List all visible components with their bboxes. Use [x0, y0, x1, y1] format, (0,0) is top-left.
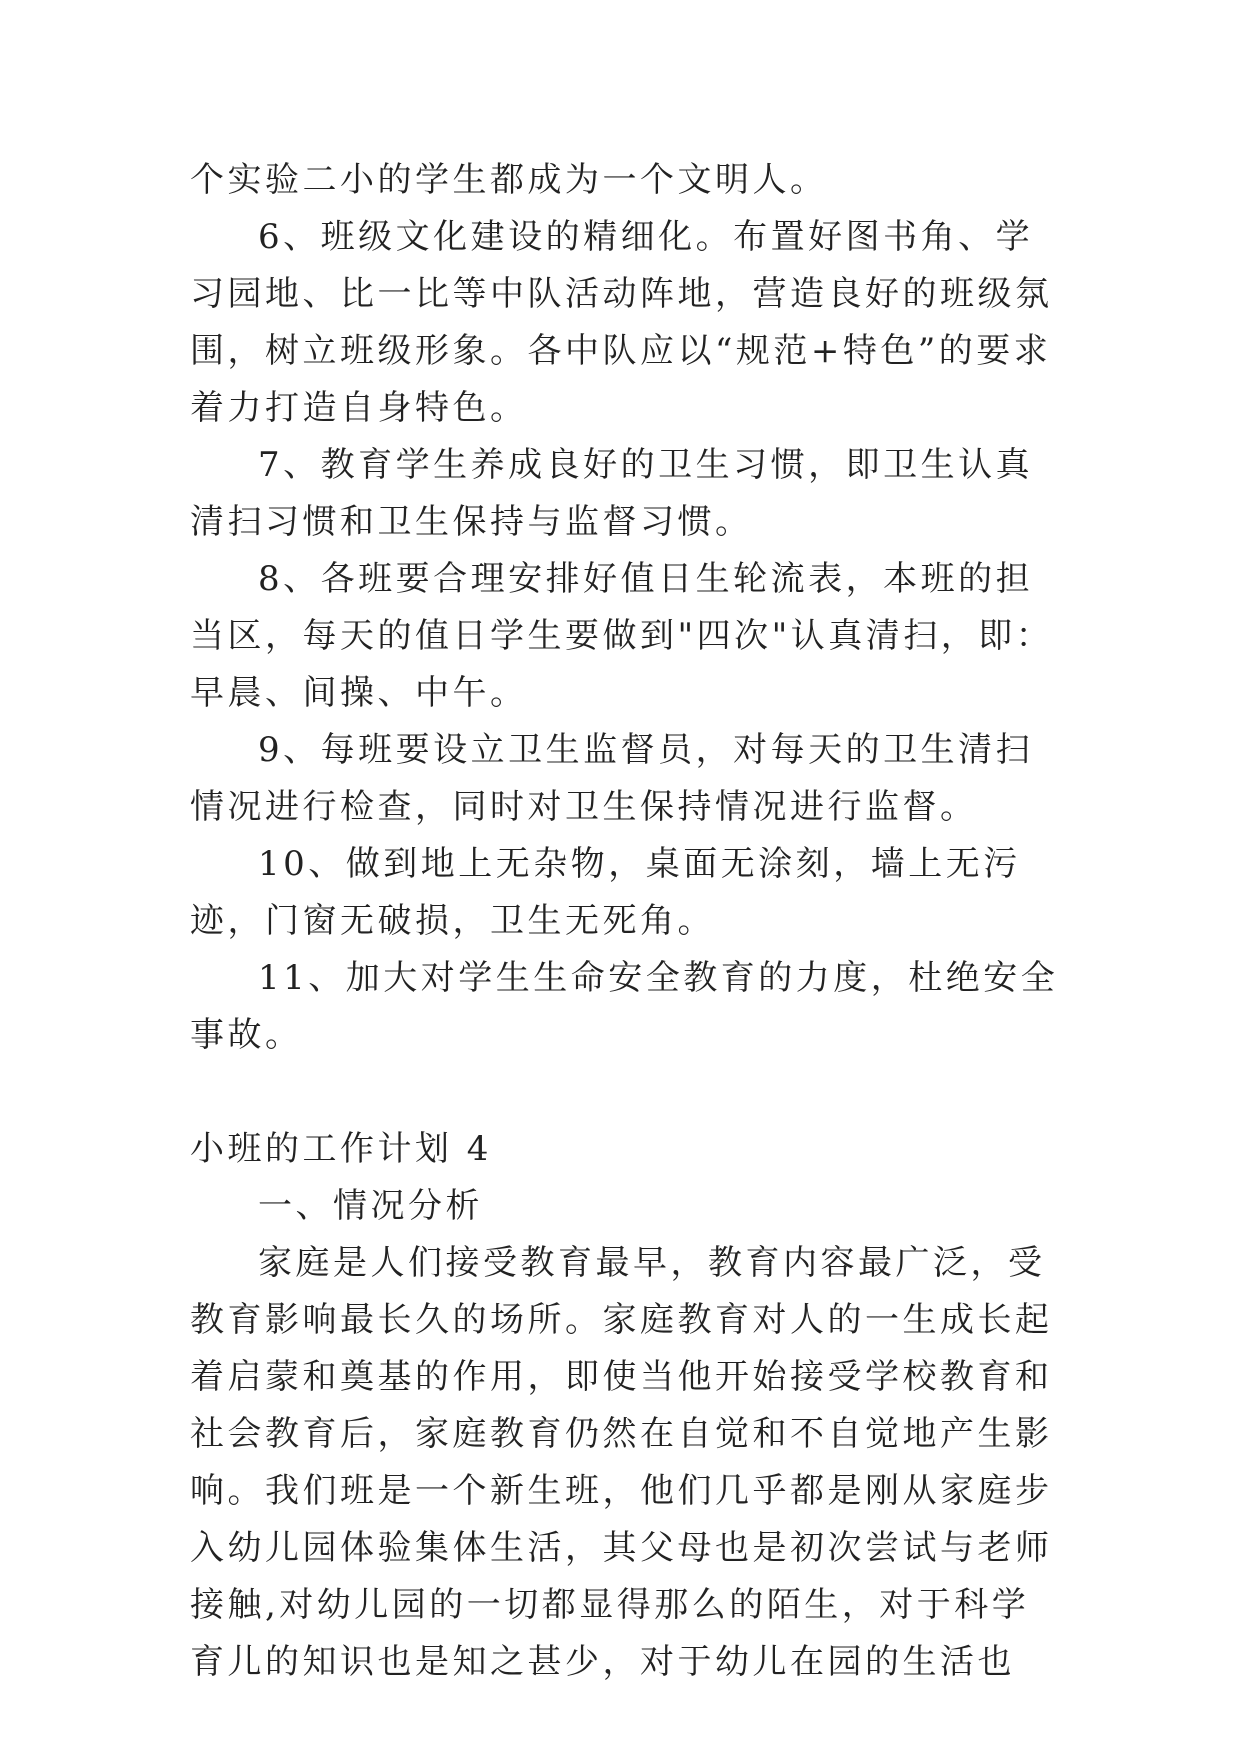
paragraph-item-10: 10、做到地上无杂物，桌面无涂刻，墙上无污迹，门窗无破损，卫生无死角。 [190, 844, 1021, 941]
subheading: 一、情况分析 [258, 1186, 483, 1226]
paragraph-item-6: 6、班级文化建设的精细化。布置好图书角、学习园地、比一比等中队活动阵地，营造良好的班级氛围，树立班级形象。各中队应以“规范+特色”的要求着力打造自身特色。 [190, 217, 1053, 428]
paragraph-continuation: 个实验二小的学生都成为一个文明人。 [190, 160, 828, 200]
paragraph-item-11: 11、加大对学生生命安全教育的力度，杜绝安全事故。 [190, 958, 1059, 1055]
body-paragraph: 家庭是人们接受教育最早，教育内容最广泛，受教育影响最长久的场所。家庭教育对人的一生成长起着启蒙和奠基的作用，即使当他开始接受学校教育和社会教育后，家庭教育仍然在自觉和不自觉地产生影响。我们班是一个新生班，他们几乎都是刚从家庭步入幼儿园体验集体生活，其父母也是初次尝试与老师接触,对幼儿园的一切都显得那么的陌生，对于科学育儿的知识也是知之甚少，对于幼儿在园的生活也 [190, 1243, 1053, 1682]
paragraph-item-9: 9、每班要设立卫生监督员，对每天的卫生清扫情况进行检查，同时对卫生保持情况进行监督。 [190, 730, 1034, 827]
document-body [190, 152, 1060, 1691]
paragraph-item-8: 8、各班要合理安排好值日生轮流表，本班的担当区，每天的值日学生要做到"四次"认真清扫，即：早晨、间操、中午。 [190, 559, 1054, 713]
section-spacer [190, 1064, 1060, 1121]
section-title: 小班的工作计划 4 [190, 1129, 492, 1169]
paragraph-item-7: 7、教育学生养成良好的卫生习惯，即卫生认真清扫习惯和卫生保持与监督习惯。 [190, 445, 1034, 542]
